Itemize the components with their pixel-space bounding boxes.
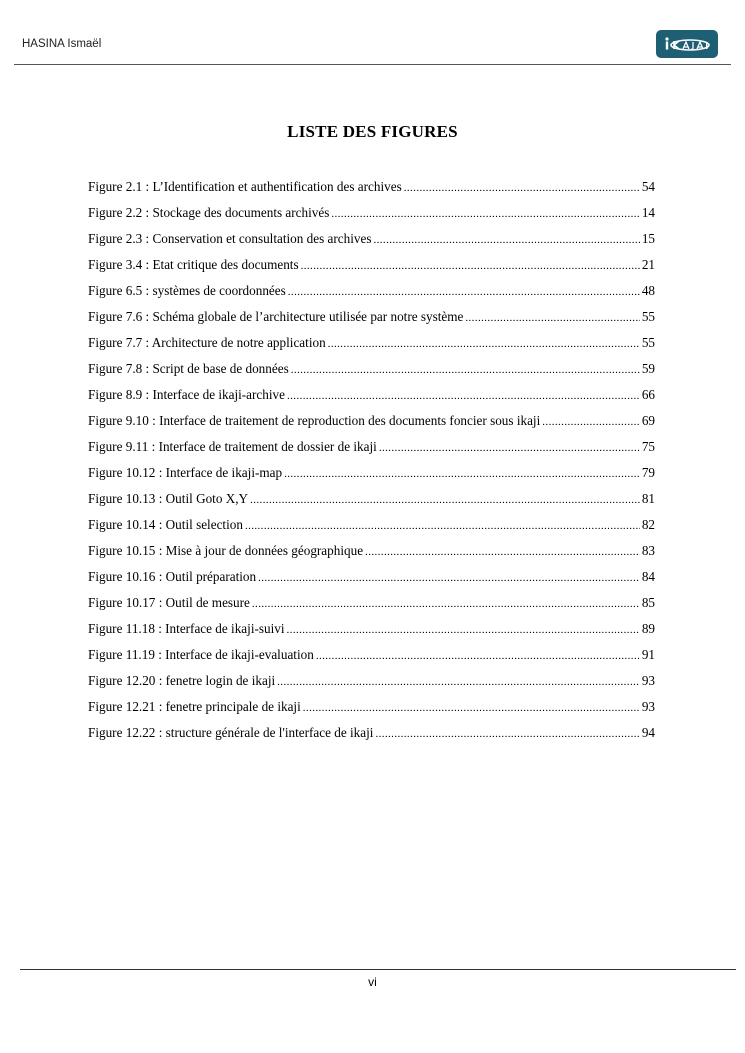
figure-entry[interactable] <box>88 384 655 410</box>
figure-label: Figure 10.16 : Outil préparation <box>88 569 257 584</box>
header-divider <box>14 64 731 65</box>
dot-leader <box>291 359 640 381</box>
figure-entry[interactable] <box>88 332 655 358</box>
figure-entry[interactable] <box>88 592 655 618</box>
figure-entry[interactable] <box>88 644 655 670</box>
figure-page: 85 <box>641 595 655 610</box>
figure-page: 54 <box>641 179 655 194</box>
figure-label: Figure 7.8 : Script de base de données <box>88 361 289 376</box>
figure-label: Figure 2.3 : Conservation et consultation des archives <box>88 231 372 246</box>
figure-label: Figure 2.1 : L’Identification et authentification des archives <box>88 179 402 194</box>
figure-page: 69 <box>641 413 655 428</box>
header-author: HASINA Ismaël <box>22 38 102 50</box>
figure-label: Figure 11.19 : Interface de ikaji-evaluation <box>88 647 314 662</box>
figure-page: 59 <box>641 361 655 376</box>
figure-label: Figure 12.22 : structure générale de l'interface de ikaji <box>88 725 374 740</box>
dot-leader <box>375 723 639 745</box>
figure-label: Figure 10.17 : Outil de mesure <box>88 595 250 610</box>
figure-label: Figure 10.12 : Interface de ikaji-map <box>88 465 283 480</box>
figure-label: Figure 8.9 : Interface de ikaji-archive <box>88 387 285 402</box>
figure-entry[interactable] <box>88 358 655 384</box>
figure-page: 82 <box>641 517 655 532</box>
figure-entry[interactable] <box>88 540 655 566</box>
figure-label: Figure 2.2 : Stockage des documents archivés <box>88 205 330 220</box>
dot-leader <box>287 619 640 641</box>
dot-leader <box>542 411 640 433</box>
footer-divider <box>20 969 736 970</box>
figure-entry[interactable] <box>88 514 655 540</box>
figure-page: 21 <box>641 257 655 272</box>
figure-page: 91 <box>641 647 655 662</box>
figure-list <box>88 176 655 748</box>
figure-label: Figure 9.10 : Interface de traitement de reproduction des documents foncier sous ikaji <box>88 413 541 428</box>
figure-label: Figure 9.11 : Interface de traitement de dossier de ikaji <box>88 439 377 454</box>
dot-leader <box>288 281 640 303</box>
figure-label: Figure 7.7 : Architecture de notre application <box>88 335 326 350</box>
figure-entry[interactable] <box>88 436 655 462</box>
dot-leader <box>277 671 640 693</box>
figure-page: 84 <box>641 569 655 584</box>
figure-entry[interactable] <box>88 228 655 254</box>
dot-leader <box>331 203 639 225</box>
figure-label: Figure 6.5 : systèmes de coordonnées <box>88 283 286 298</box>
figure-page: 89 <box>641 621 655 636</box>
figure-label: Figure 7.6 : Schéma globale de l’architecture utilisée par notre système <box>88 309 464 324</box>
figure-label: Figure 11.18 : Interface de ikaji-suivi <box>88 621 285 636</box>
figure-page: 55 <box>641 309 655 324</box>
dot-leader <box>316 645 640 667</box>
dot-leader <box>301 255 640 277</box>
dot-leader <box>373 229 639 251</box>
page-number: vi <box>368 975 377 989</box>
figure-entry[interactable] <box>88 280 655 306</box>
dot-leader <box>258 567 640 589</box>
figure-page: 81 <box>641 491 655 506</box>
figure-page: 93 <box>641 699 655 714</box>
figure-label: Figure 10.13 : Outil Goto X,Y <box>88 491 249 506</box>
dot-leader <box>284 463 640 485</box>
figure-entry[interactable] <box>88 306 655 332</box>
figure-entry[interactable] <box>88 462 655 488</box>
figure-entry[interactable] <box>88 618 655 644</box>
dot-leader <box>287 385 640 407</box>
figure-label: Figure 12.20 : fenetre login de ikaji <box>88 673 276 688</box>
figure-page: 83 <box>641 543 655 558</box>
figure-entry[interactable] <box>88 566 655 592</box>
figure-page: 75 <box>641 439 655 454</box>
dot-leader <box>250 489 640 511</box>
figure-entry[interactable] <box>88 670 655 696</box>
figure-label: Figure 10.15 : Mise à jour de données géographique <box>88 543 364 558</box>
figure-page: 15 <box>641 231 655 246</box>
figure-page: 66 <box>641 387 655 402</box>
figure-page: 55 <box>641 335 655 350</box>
figure-entry[interactable] <box>88 176 655 202</box>
ikaji-logo-icon <box>662 36 712 52</box>
figure-entry[interactable] <box>88 488 655 514</box>
ikaji-logo <box>656 30 718 58</box>
figure-page: 94 <box>641 725 655 740</box>
figure-page: 48 <box>641 283 655 298</box>
figure-entry[interactable] <box>88 410 655 436</box>
figure-page: 93 <box>641 673 655 688</box>
dot-leader <box>379 437 640 459</box>
dot-leader <box>303 697 640 719</box>
figure-entry[interactable] <box>88 722 655 748</box>
dot-leader <box>465 307 639 329</box>
dot-leader <box>245 515 640 537</box>
figure-label: Figure 10.14 : Outil selection <box>88 517 243 532</box>
dot-leader <box>328 333 640 355</box>
page-title: LISTE DES FIGURES <box>287 122 458 141</box>
figure-page: 14 <box>641 205 655 220</box>
figure-label: Figure 3.4 : Etat critique des documents <box>88 257 299 272</box>
figure-label: Figure 12.21 : fenetre principale de ikaji <box>88 699 301 714</box>
figure-page: 79 <box>641 465 655 480</box>
figure-entry[interactable] <box>88 202 655 228</box>
figure-entry[interactable] <box>88 696 655 722</box>
figure-entry[interactable] <box>88 254 655 280</box>
dot-leader <box>252 593 640 615</box>
dot-leader <box>365 541 640 563</box>
dot-leader <box>404 177 640 199</box>
